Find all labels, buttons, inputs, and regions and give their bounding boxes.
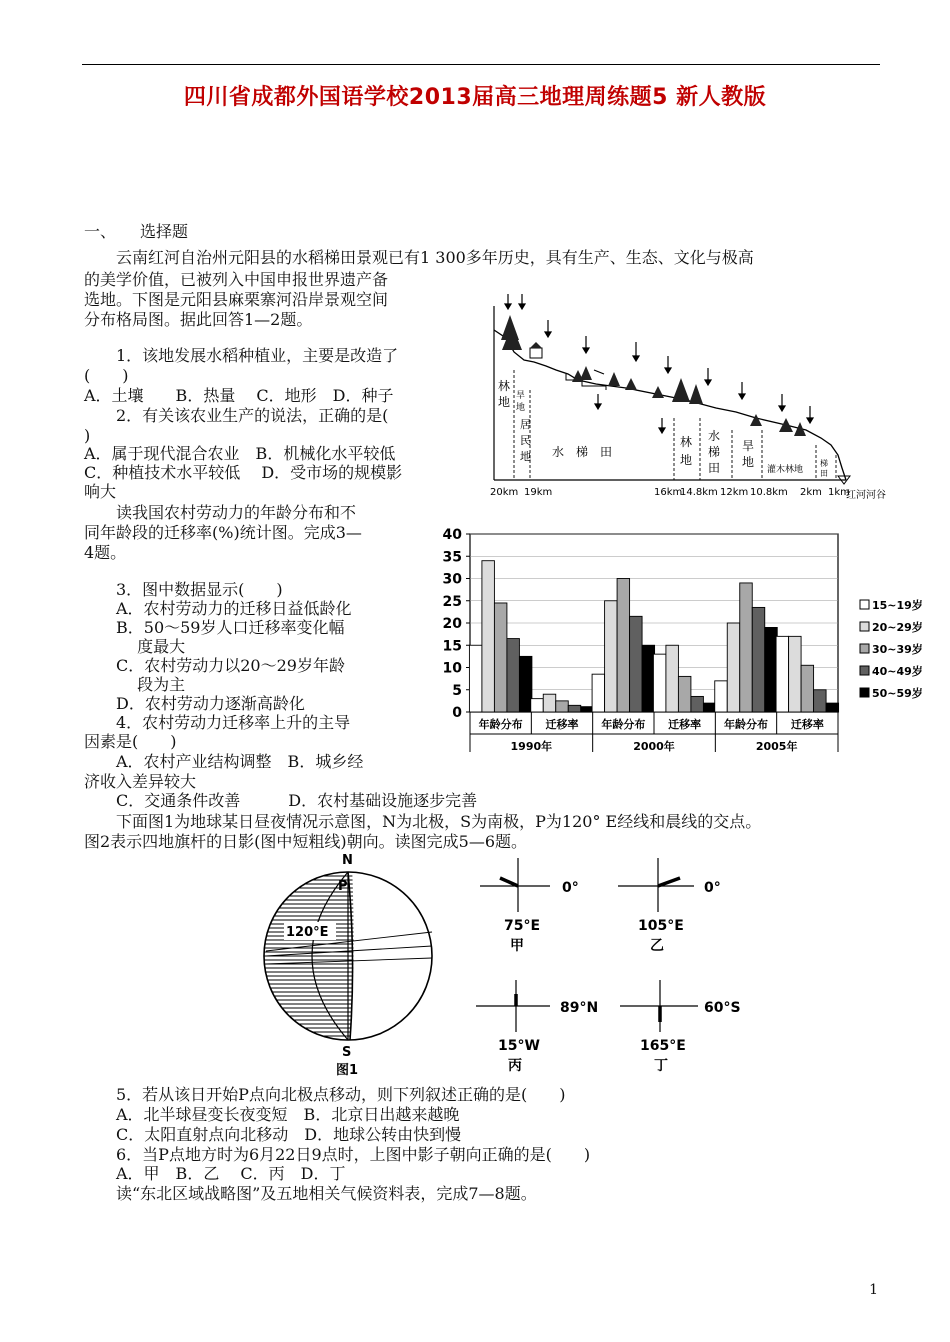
option: 段为主 — [84, 675, 186, 694]
text-line: 响大 — [84, 482, 117, 501]
zone-label: 灌木林地 — [767, 465, 804, 475]
option: A．农村劳动力的迁移日益低龄化 — [84, 599, 352, 618]
bar — [507, 639, 520, 712]
bar — [469, 645, 482, 712]
text-line: ( ) — [84, 366, 129, 385]
text-line: 图2表示四地旗杆的日影(图中短粗线)朝向。读图完成5—6题。 — [84, 832, 528, 851]
distance-label: 19km — [524, 487, 553, 498]
category-label: 迁移率 — [545, 718, 579, 731]
bar — [519, 656, 532, 712]
y-tick-label: 5 — [452, 682, 462, 699]
y-tick-label: 30 — [442, 571, 462, 588]
bar — [630, 616, 643, 712]
zone-label: 水 — [708, 429, 721, 443]
zone-label: 民 — [520, 434, 531, 447]
legend-swatch — [860, 644, 869, 653]
legend-swatch — [860, 622, 869, 631]
bar — [765, 627, 778, 712]
zone-label: 田 — [708, 461, 721, 475]
valley-label: 红河河谷 — [846, 490, 886, 501]
text-line: 云南红河自治州元阳县的水稻梯田景观已有1 300多年历史，具有生产、生态、文化与极高 — [84, 248, 754, 267]
distance-label: 2km — [800, 487, 822, 498]
option: A．北半球昼变长夜变短 B．北京日出越来越晚 — [84, 1105, 460, 1124]
year-label: 2000年 — [633, 740, 675, 753]
legend-label: 40~49岁 — [872, 665, 923, 678]
text-line: 4题。 — [84, 543, 127, 562]
option: 度最大 — [84, 637, 186, 656]
labor-migration-bar-chart — [438, 522, 934, 762]
zone-label: 林 — [498, 379, 511, 393]
question-4: 4．农村劳动力迁移率上升的主导 — [84, 713, 351, 732]
option: C．交通条件改善 D．农村基础设施逐步完善 — [84, 791, 478, 810]
options-q1: A．土壤 B．热量 C．地形 D．种子 — [84, 386, 394, 405]
bar — [482, 561, 495, 712]
panel-jia-name: 甲 — [510, 938, 524, 954]
bar — [494, 603, 507, 712]
question-1: 1．该地发展水稻种植业，主要是改造了 — [84, 346, 399, 365]
zone-label: 水 梯 田 — [552, 445, 613, 459]
figure2-flagpole-shadows — [470, 854, 760, 1076]
section-heading: 一、 选择题 — [84, 222, 189, 241]
category-label: 迁移率 — [668, 718, 702, 731]
zone-label: 林 — [680, 435, 693, 449]
option: A．甲 B．乙 C．丙 D．丁 — [84, 1164, 346, 1183]
zone-label: 地 — [516, 403, 526, 413]
option: C．农村劳动力以20～29岁年龄 — [84, 656, 345, 675]
panel-ding-name: 丁 — [654, 1058, 668, 1074]
legend-label: 50~59岁 — [872, 687, 923, 700]
panel-jia-lon: 75°E — [504, 918, 541, 934]
y-tick-label: 20 — [442, 616, 462, 632]
distance-label: 12km — [720, 487, 749, 498]
year-label: 1990年 — [510, 740, 553, 753]
text-line: 选地。下图是元阳县麻栗寨河沿岸景观空间 — [84, 290, 389, 309]
category-label: 年龄分布 — [478, 718, 523, 731]
terrace-landscape-figure — [486, 290, 916, 512]
panel-ding-lat: 60°S — [704, 1000, 741, 1016]
option: B．50～59岁人口迁移率变化幅 — [84, 618, 345, 637]
legend-swatch — [860, 666, 869, 675]
legend-swatch — [860, 688, 869, 697]
bar — [740, 583, 753, 712]
y-tick-label: 10 — [442, 660, 462, 677]
category-label: 年龄分布 — [724, 718, 768, 731]
text-line: ) — [84, 426, 91, 445]
panel-bing-lon: 15°W — [498, 1038, 540, 1054]
panel-ding-lon: 165°E — [640, 1038, 686, 1054]
y-tick-label: 0 — [452, 705, 462, 721]
bar — [617, 579, 630, 713]
bar — [826, 703, 839, 712]
panel-yi-name: 乙 — [650, 938, 664, 954]
panel-bing-lat: 89°N — [560, 1000, 599, 1016]
question-5: 5．若从该日开始P点向北极点移动，则下列叙述正确的是( ) — [84, 1085, 566, 1104]
text-line: 同年龄段的迁移率(%)统计图。完成3— — [84, 523, 362, 542]
distance-label: 16km — [654, 487, 683, 498]
bar — [691, 696, 704, 712]
zone-label: 旱 — [742, 439, 755, 453]
panel-yi-lat: 0° — [704, 880, 721, 896]
category-label: 迁移率 — [790, 718, 824, 731]
bar — [568, 705, 581, 712]
category-label: 年龄分布 — [601, 718, 646, 731]
zone-label: 旱 — [516, 391, 526, 401]
bar — [776, 636, 789, 712]
label-p: P — [338, 879, 348, 894]
zone-label: 地 — [498, 395, 511, 409]
figure1-caption: 图1 — [336, 1063, 359, 1078]
text-line: 的美学价值，已被列入中国申报世界遗产备 — [84, 270, 389, 289]
bar — [543, 694, 556, 712]
text-line: 因素是( ) — [84, 732, 177, 751]
bar — [789, 636, 802, 712]
bar — [531, 699, 544, 712]
option: A．农村产业结构调整 B．城乡经 — [84, 752, 364, 771]
bar — [703, 703, 716, 712]
text-line: 下面图1为地球某日昼夜情况示意图，N为北极，S为南极，P为120° E经线和晨线的交点。 — [84, 812, 762, 831]
zone-label: 地 — [742, 455, 755, 469]
y-tick-label: 40 — [442, 527, 462, 543]
distance-label: 20km — [490, 487, 519, 498]
panel-yi-lon: 105°E — [638, 918, 684, 934]
figure1-day-night-globe — [256, 846, 446, 1078]
bar — [642, 645, 655, 712]
legend-label: 20~29岁 — [872, 621, 923, 634]
bar — [801, 665, 814, 712]
label-s: S — [342, 1045, 352, 1060]
bar — [715, 681, 728, 712]
zone-label: 居 — [520, 418, 531, 431]
question-6: 6．当P点地方时为6月22日9点时，上图中影子朝向正确的是( ) — [84, 1145, 591, 1164]
zone-label: 地 — [680, 453, 693, 467]
zone-label: 梯 — [708, 445, 721, 459]
options-q2: A．属于现代混合农业 B．机械化水平较低 — [84, 444, 396, 463]
text-line: 读“东北区域战略图”及五地相关气候资料表，完成7—8题。 — [84, 1184, 537, 1203]
y-tick-label: 15 — [442, 638, 462, 655]
options-q2: C．种植技术水平较低 D．受市场的规模影 — [84, 463, 403, 482]
bar — [605, 601, 618, 712]
zone-label: 田 — [820, 469, 828, 478]
y-tick-label: 35 — [442, 549, 462, 566]
year-label: 2005年 — [755, 740, 798, 753]
legend-label: 15~19岁 — [872, 599, 923, 612]
bar — [653, 654, 666, 712]
question-3: 3．图中数据显示( ) — [84, 580, 283, 599]
page-number: 1 — [869, 1282, 878, 1298]
label-120e: 120°E — [286, 925, 329, 940]
zone-label: 梯 — [820, 459, 828, 468]
question-2: 2．有关该农业生产的说法，正确的是( — [84, 406, 389, 425]
page-title: 四川省成都外国语学校2013届高三地理周练题5 新人教版 — [183, 85, 767, 110]
option: D．农村劳动力逐渐高龄化 — [84, 694, 305, 713]
bar — [752, 607, 765, 712]
panel-bing-name: 丙 — [508, 1058, 522, 1074]
bar — [581, 707, 594, 712]
distance-label: 10.8km — [750, 487, 788, 498]
text-line: 分布格局图。据此回答1—2题。 — [84, 310, 313, 329]
legend-label: 30~39岁 — [872, 643, 923, 656]
distance-label: 1km — [828, 487, 850, 498]
text-line: 读我国农村劳动力的年龄分布和不 — [84, 503, 357, 522]
bar — [556, 701, 569, 712]
option: C．太阳直射点向北移动 D．地球公转由快到慢 — [84, 1125, 462, 1144]
bar — [592, 674, 605, 712]
distance-label: 14.8km — [680, 487, 718, 498]
label-n: N — [342, 853, 353, 868]
y-tick-label: 25 — [442, 593, 462, 610]
zone-label: 地 — [520, 450, 531, 463]
bar — [678, 676, 691, 712]
bar — [814, 690, 827, 712]
bar — [666, 645, 679, 712]
bar — [727, 623, 740, 712]
panel-jia-lat: 0° — [562, 880, 579, 896]
text-line: 济收入差异较大 — [84, 772, 197, 791]
header-rule — [82, 64, 880, 65]
legend-swatch — [860, 600, 869, 609]
